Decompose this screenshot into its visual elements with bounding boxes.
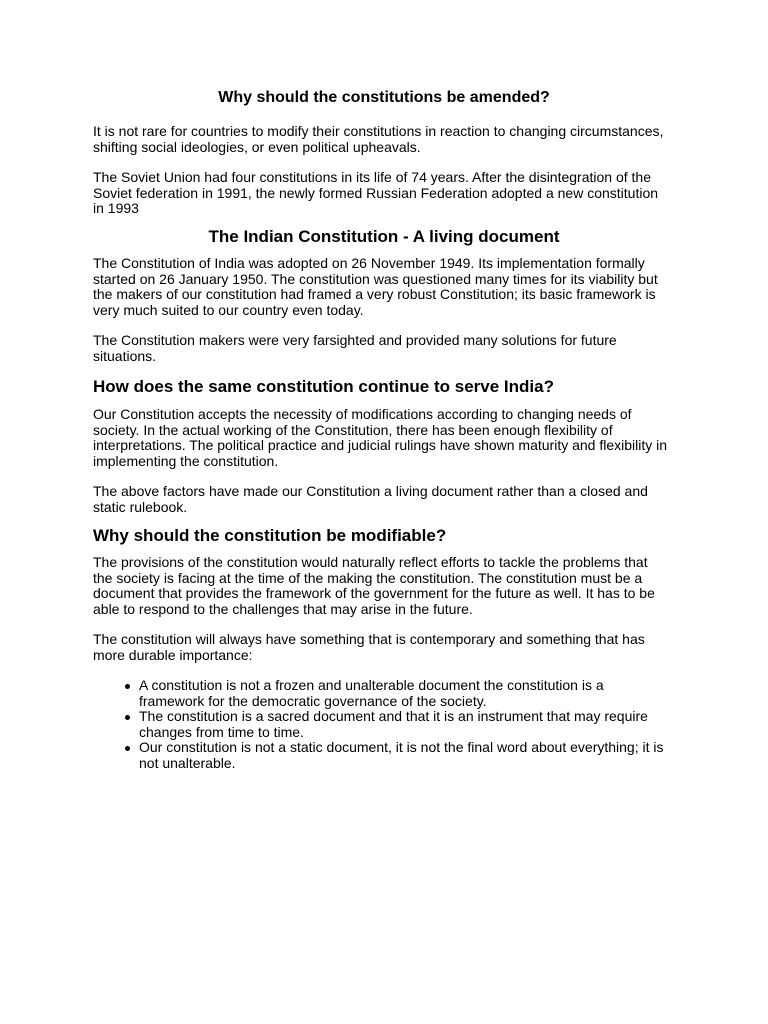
list-item-text: The constitution is a sacred document and that it is an instrument that may require changes from time to time. (139, 708, 648, 740)
living-document-paragraph-1: The Constitution of India was adopted on 26 November 1949. Its implementation formally started on 26 January 1950. The constitution was questioned many times for its viability but the makers of our constitution had framed a very robust Constitution; its basic framework is very much suited to our country even today. (93, 255, 658, 318)
section-heading-modifiable: Why should the constitution be modifiable? (93, 526, 447, 545)
bullet-icon (125, 684, 130, 689)
intro-paragraph-2: The Soviet Union had four constitutions in its life of 74 years. After the disintegration of the Soviet federation in 1991, the newly formed Russian Federation adopted a new constitution in 1993 (93, 169, 659, 217)
serve-india-paragraph-2: The above factors have made our Constitution a living document rather than a closed and static rulebook. (93, 483, 648, 515)
serve-india-paragraph-1: Our Constitution accepts the necessity of modifications according to changing needs of society. In the actual working of the Constitution, there has been enough flexibility of interpretations. The political practice and judicial rulings have shown maturity and flexibility in implementing the constitution. (93, 406, 668, 469)
list-item (93, 740, 683, 771)
list-item (93, 709, 683, 740)
section-heading-serve-india: How does the same constitution continue to serve India? (93, 377, 554, 396)
bullet-icon (125, 746, 130, 751)
modifiable-paragraph-2: The constitution will always have something that is contemporary and something that has more durable importance: (93, 631, 645, 663)
section-heading-living-document: The Indian Constitution - A living document (208, 227, 560, 246)
living-document-paragraph-2: The Constitution makers were very farsighted and provided many solutions for future situations. (93, 332, 617, 364)
list-item-text: A constitution is not a frozen and unalterable document the constitution is a framework for the democratic governance of the society. (139, 677, 604, 709)
intro-paragraph-1: It is not rare for countries to modify their constitutions in reaction to changing circumstances, shifting social ideologies, or even political upheavals. (93, 123, 664, 155)
list-item-text: Our constitution is not a static document, it is not the final word about everything; it is not unalterable. (139, 739, 664, 771)
modifiable-paragraph-1: The provisions of the constitution would naturally reflect efforts to tackle the problems that the society is facing at the time of the making the constitution. The constitution must be a document that provides the framework of the government for the future as well. It has to be able to respond to the challenges that may arise in the future. (93, 554, 655, 617)
bullet-list (93, 678, 683, 772)
bullet-icon (125, 715, 130, 720)
list-item (93, 678, 683, 709)
page-title: Why should the constitutions be amended? (218, 89, 550, 106)
